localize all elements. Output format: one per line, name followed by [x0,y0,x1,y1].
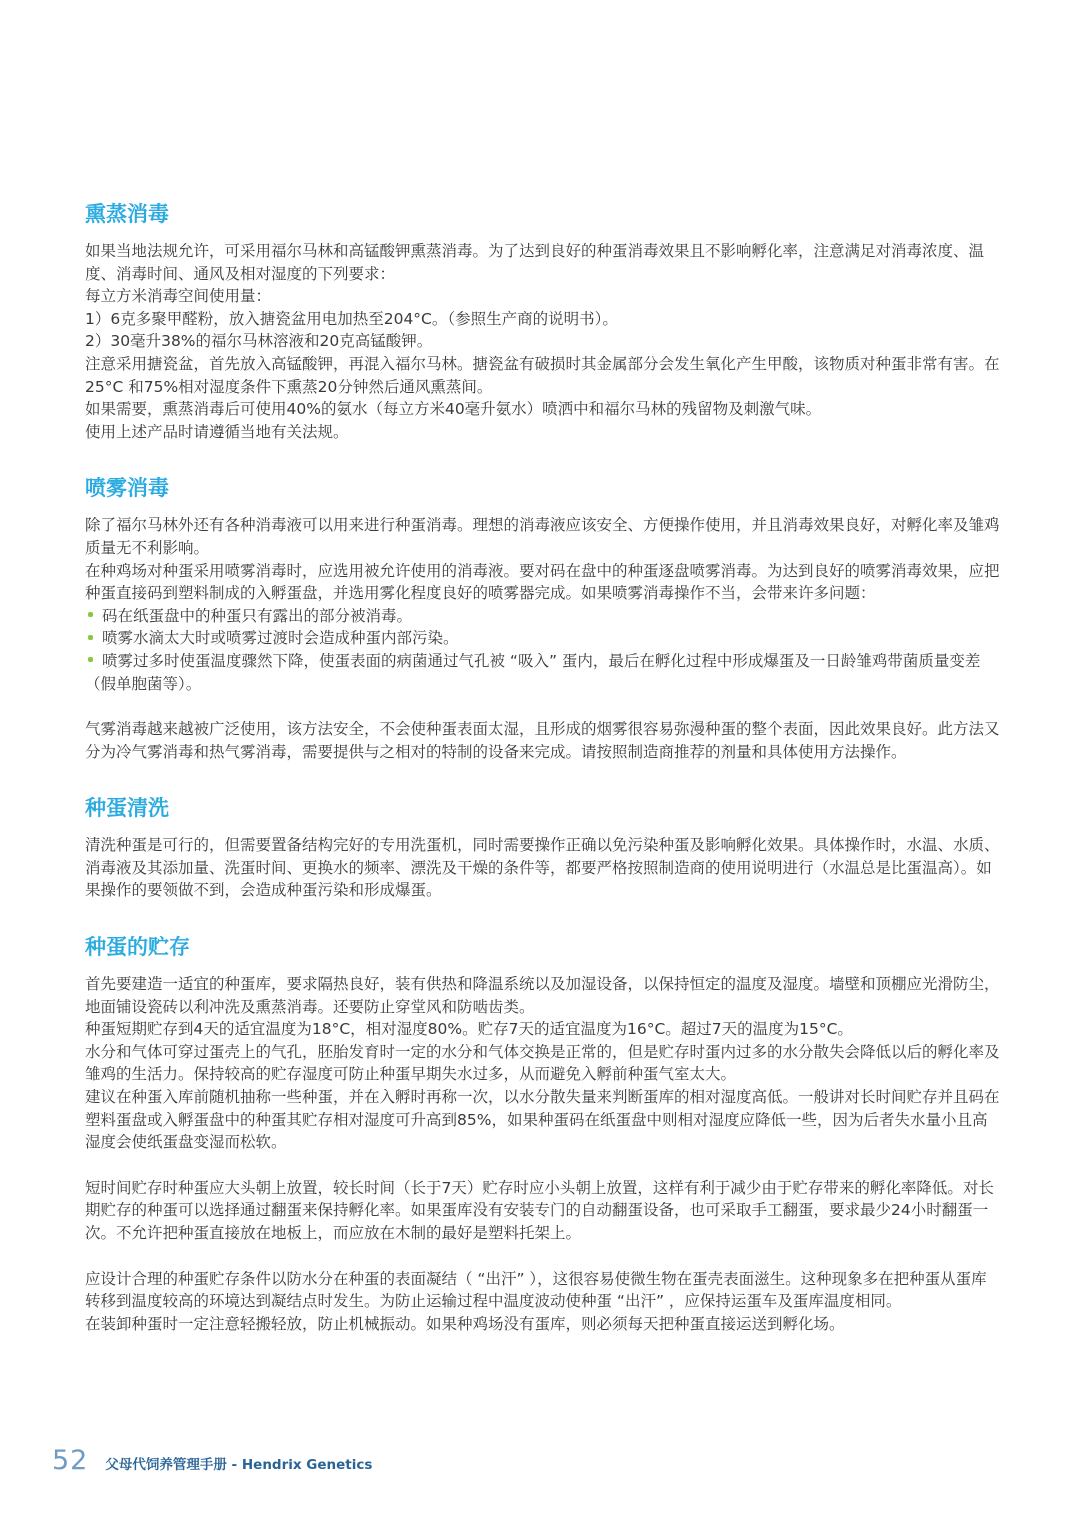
section-title-spray: 喷雾消毒 [85,476,169,501]
paragraph: 短时间贮存时种蛋应大头朝上放置，较长时间（长于7天）贮存时应小头朝上放置，这样有利于减少由于贮存带来的孵化率降低。对长期贮存的种蛋可以选择通过翻蛋来保持孵化率。如果蛋库没有安装专门的自动翻蛋设备，也可采取手工翻蛋，要求最少24小时翻蛋一次。不允许把种蛋直接放在地板上，而应放在木制的最好是塑料托架上。 [85,1178,994,1242]
bullet-item [85,650,1001,695]
paragraph: 在装卸种蛋时一定注意轻搬轻放，防止机械振动。如果种鸡场没有蛋库，则必须每天把种蛋直接运送到孵化场。 [85,1314,845,1333]
bullet-icon [88,657,93,662]
section-spray-disinfection [85,475,1001,763]
paragraph: 每立方米消毒空间使用量： [85,287,272,306]
page-number: 52 [52,1445,89,1476]
bullet-item [85,605,1001,628]
paragraph: 清洗种蛋是可行的，但需要置备结构完好的专用洗蛋机，同时需要操作正确以免污染种蛋及影响孵化效果。具体操作时，水温、水质、消毒液及其添加量、洗蛋时间、更换水的频率、漂洗及干燥的条件等，都要严格按照制造商的使用说明进行（水温总是比蛋温高）。如果操作的要领做不到，会造成种蛋污染和形成爆蛋。 [85,836,1000,900]
paragraph: 如果当地法规允许，可采用福尔马林和高锰酸钾熏蒸消毒。为了达到良好的种蛋消毒效果且不影响孵化率，注意满足对消毒浓度、温度、消毒时间、通风及相对湿度的下列要求： [85,242,985,283]
bullet-text: 码在纸蛋盘中的种蛋只有露出的部分被消毒。 [102,606,413,625]
section-title-fumigation: 熏蒸消毒 [85,202,169,226]
paragraph: 1）6克多聚甲醛粉，放入搪瓷盆用电加热至204°C。（参照生产商的说明书）。 [85,309,618,328]
section-title-egg-storage: 种蛋的贮存 [85,935,190,960]
section-egg-storage [85,934,1001,1335]
section-title-egg-washing: 种蛋清洗 [85,796,169,821]
paragraph: 注意采用搪瓷盆，首先放入高锰酸钾，再混入福尔马林。搪瓷盆有破损时其金属部分会发生氧化产生甲酸，该物质对种蛋非常有害。在25°C 和75%相对湿度条件下熏蒸20分钟然后通风熏蒸间。 [85,354,1000,396]
paragraph: 首先要建造一适宜的种蛋库，要求隔热良好，装有供热和降温系统以及加湿设备，以保持恒定的温度及湿度。墙壁和顶棚应光滑防尘，地面铺设瓷砖以利冲洗及熏蒸消毒。还要防止穿堂风和防啮齿类。 [85,975,1000,1016]
paragraph: 水分和气体可穿过蛋壳上的气孔，胚胎发育时一定的水分和气体交换是正常的，但是贮存时蛋内过多的水分散失会降低以后的孵化率及雏鸡的生活力。保持较高的贮存湿度可防止种蛋早期失水过多，从而避免入孵前种蛋气室太大。 [85,1042,1000,1084]
paragraph: 气雾消毒越来越被广泛使用，该方法安全，不会使种蛋表面太湿，且形成的烟雾很容易弥漫种蛋的整个表面，因此效果良好。此方法又分为冷气雾消毒和热气雾消毒，需要提供与之相对的特制的设备来完成。请按照制造商推荐的剂量和具体使用方法操作。 [85,720,1000,761]
paragraph: 如果需要，熏蒸消毒后可使用40%的氨水（每立方米40毫升氨水）喷洒中和福尔马林的残留物及刺激气味。 [85,400,822,419]
section-egg-washing [85,795,1001,902]
paragraph: 建议在种蛋入库前随机抽称一些种蛋，并在入孵时再称一次，以水分散失量来判断蛋库的相对湿度高低。一般讲对长时间贮存并且码在塑料蛋盘或入孵蛋盘中的种蛋其贮存相对湿度可升高到85%，如果种蛋码在纸蛋盘中则相对湿度应降低一些，因为后者失水量小且高湿度会使纸蛋盘变湿而松软。 [85,1088,1000,1152]
page-content [85,201,1001,1335]
section-fumigation-disinfection [85,201,1001,443]
bullet-text: 喷雾水滴太大时或喷雾过渡时会造成种蛋内部污染。 [102,629,459,648]
bullet-text: 喷雾过多时使蛋温度骤然下降，使蛋表面的病菌通过气孔被 “吸入” 蛋内，最后在孵化过程中形成爆蛋及一日龄雏鸡带菌质量变差（假单胞菌等）。 [85,651,981,693]
bullet-icon [88,612,93,617]
paragraph: 使用上述产品时请遵循当地有关法规。 [85,422,349,441]
footer-manual-title: 父母代饲养管理手册 - Hendrix Genetics [105,1457,373,1473]
paragraph: 2）30毫升38%的福尔马林溶液和20克高锰酸钾。 [85,332,433,351]
bullet-item [85,627,1001,650]
paragraph: 种蛋短期贮存到4天的适宜温度为18°C，相对湿度80%。贮存7天的适宜温度为16°C。超过7天的温度为15°C。 [85,1020,853,1039]
page-footer [52,1445,372,1476]
paragraph: 除了福尔马林外还有各种消毒液可以用来进行种蛋消毒。理想的消毒液应该安全、方便操作使用，并且消毒效果良好，对孵化率及雏鸡质量无不利影响。 [85,516,1000,557]
bullet-icon [88,635,93,640]
paragraph: 在种鸡场对种蛋采用喷雾消毒时，应选用被允许使用的消毒液。要对码在盘中的种蛋逐盘喷雾消毒。为达到良好的喷雾消毒效果，应把种蛋直接码到塑料制成的入孵蛋盘，并选用雾化程度良好的喷雾器完成。如果喷雾消毒操作不当，会带来许多问题： [85,561,1000,603]
paragraph: 应设计合理的种蛋贮存条件以防水分在种蛋的表面凝结（ “出汗” ），这很容易使微生物在蛋壳表面滋生。这种现象多在把种蛋从蛋库转移到温度较高的环境达到凝结点时发生。为防止运输过程中温度波动使种蛋 “出汗” ，应保持运蛋车及蛋库温度相同。 [85,1269,987,1311]
